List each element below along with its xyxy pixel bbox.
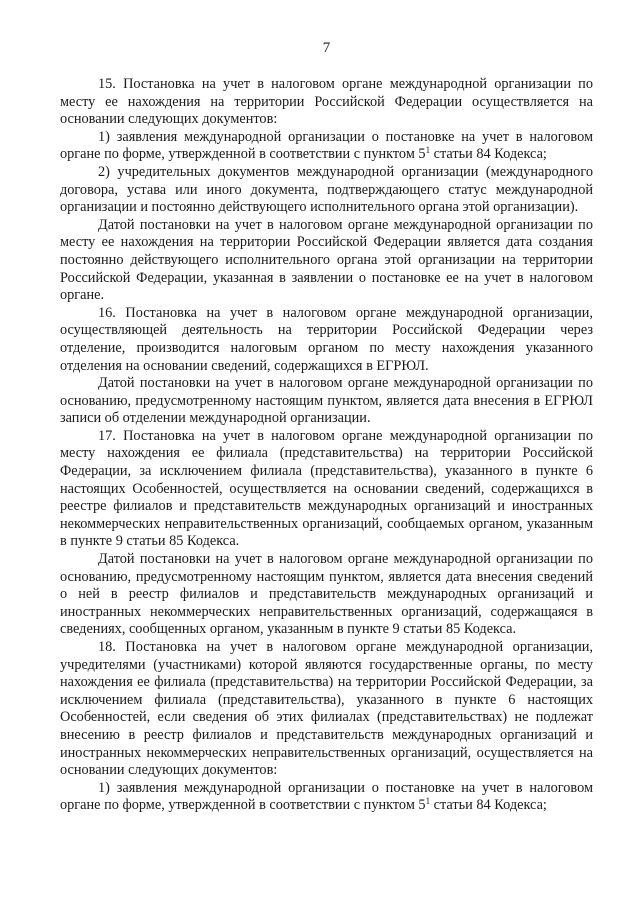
paragraph-text: 1) заявления международной организации о постановке на учет в налоговом органе по форме, утвержденной в соответствии с пунктом 5 bbox=[60, 128, 593, 163]
paragraph-15-intro: 15. Постановка на учет в налоговом органе международной организации по месту ее нахождения на территории Российской Федерации осуществляется на основании следующих документов: bbox=[60, 76, 593, 128]
superscript: 1 bbox=[425, 796, 431, 807]
page-number: 7 bbox=[322, 40, 331, 56]
paragraph-text: 1) заявления международной организации о постановке на учет в налоговом органе по форме, утвержденной в соответствии с пунктом 5 bbox=[60, 779, 593, 814]
paragraph-text: статьи 84 Кодекса; bbox=[430, 797, 547, 814]
paragraph-15-item-1 bbox=[60, 129, 593, 164]
paragraph-text: статьи 84 Кодекса; bbox=[430, 146, 547, 163]
paragraph-16: 16. Постановка на учет в налоговом органе международной организации, осуществляющей деятельность на территории Российской Федерации через отделение, производится налоговым органом по месту нахождения указанного отделения на основании сведений, содержащихся в ЕГРЮЛ. bbox=[60, 304, 593, 374]
paragraph-16-date: Датой постановки на учет в налоговом органе международной организации по основанию, предусмотренному настоящим пунктом, является дата внесения в ЕГРЮЛ записи об отделении международной организации. bbox=[60, 375, 593, 427]
paragraph-15-item-2: 2) учредительных документов международной организации (международного договора, устава или иного документа, подтверждающего статус международной организации и постоянно действующего исполнительного органа этой организации). bbox=[60, 163, 593, 216]
superscript: 1 bbox=[425, 145, 431, 156]
paragraph-17-date: Датой постановки на учет в налоговом органе международной организации по основанию, предусмотренному настоящим пунктом, является дата внесения сведений о ней в реестр филиалов и представительств международных организаций и иностранных некоммерческих неправительственных организаций, содержащаяся в сведениях, сообщенных органом, указанным в пункте 9 статьи 85 Кодекса. bbox=[60, 551, 593, 638]
paragraph-17: 17. Постановка на учет в налоговом органе международной организации по месту нахождения ее филиала (представительства) на территории Российской Федерации, за исключением филиала (представительства), указанного в пункте 6 настоящих Особенностей, осуществляется на основании сведений, содержащихся в реестре филиалов и представительств международных организаций и иностранных некоммерческих неправительственных организаций, сообщаемых органом, указанным в пункте 9 статьи 85 Кодекса. bbox=[60, 427, 593, 550]
paragraph-15-date: Датой постановки на учет в налоговом органе международной организации по месту ее нахождения на территории Российской Федерации является дата создания постоянно действующего исполнительного органа этой организации на территории Российской Федерации, указанная в заявлении о постановке ее на учет в налоговом органе. bbox=[60, 216, 593, 304]
paragraph-18-item-1 bbox=[60, 780, 593, 815]
document-page bbox=[60, 38, 593, 815]
paragraph-18: 18. Постановка на учет в налоговом органе международной организации, учредителями (участниками) которой являются государственные органы, по месту нахождения ее филиала (представительства) на территории Российской Федерации, за исключением филиала (представительства), указанного в пункте 6 настоящих Особенностей, если сведения об этих филиалах (представительствах) не подлежат внесению в реестр филиалов и представительств международных организаций и иностранных некоммерческих неправительственных организаций, осуществляется на основании следующих документов: bbox=[60, 639, 593, 779]
